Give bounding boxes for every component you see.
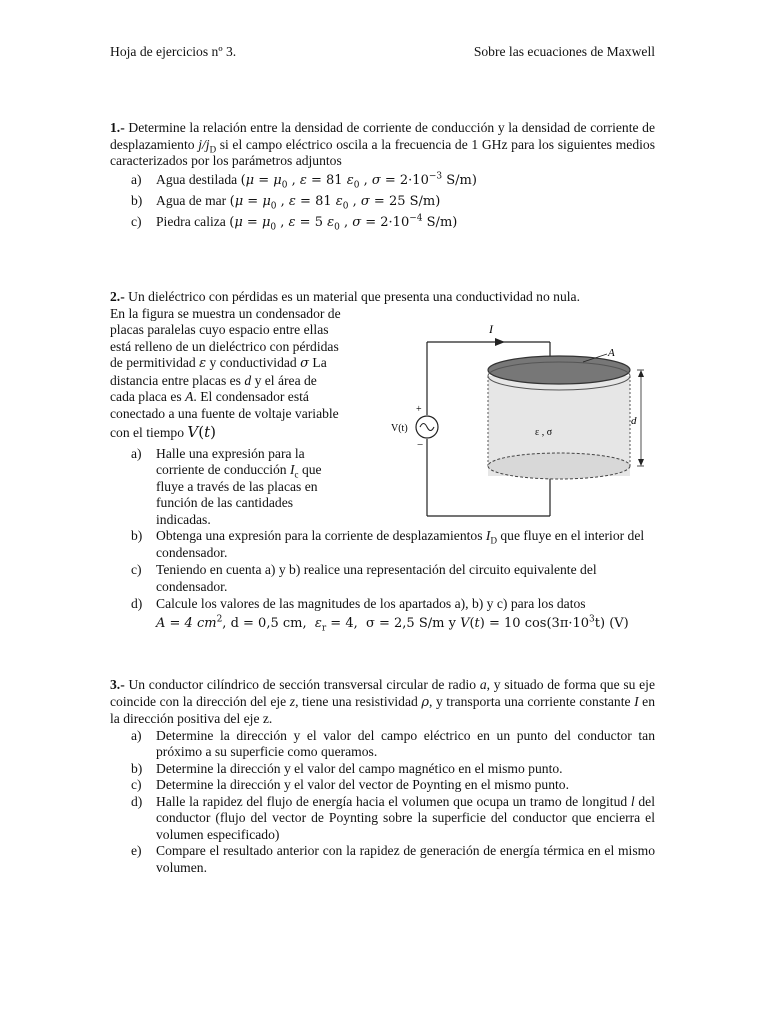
- exercise-3: [110, 677, 655, 876]
- distance-label: d: [631, 415, 637, 427]
- list-item: d) Calcule los valores de las magnitudes de los apartados a), b) y c) para los datos A = 4 $cm^2$, d = 0,5 cm, $\varepsilon_r = 4$, σ = 2,5 S/m y V(t) = 10 $\cos(3\pi\cdot 10^3t)$ (V): [131, 596, 629, 634]
- current-label: I: [489, 322, 493, 336]
- list-item: b) Determine la dirección y el valor del campo magnético en el mismo punto.: [131, 760, 563, 776]
- header-left: Hoja de ejercicios nº 3.: [110, 44, 237, 59]
- exercise-1-number: 1.-: [110, 120, 125, 135]
- exercise-3-intro: 3.- Un conductor cilíndrico de sección transversal circular de radio a, y situado de forma que su eje coincide con la dirección del eje z, tiene una resistividad ρ, y transporta una corriente constante I en la dirección positiva del eje z.: [110, 677, 656, 726]
- exercise-2-number: 2.-: [110, 289, 125, 304]
- plus-sign: +: [416, 404, 422, 415]
- minus-sign: −: [417, 439, 424, 451]
- list-item: e) Compare el resultado anterior con la rapidez de generación de energía térmica en el mismo volumen.: [131, 843, 655, 875]
- list-item: b) Obtenga una expresión para la corriente de desplazamientos $I_D$ que fluye en el interior del condensador.: [131, 528, 645, 560]
- list-item: a) Agua destilada ($\mu = \mu_0$ , ε = 81 $\varepsilon_0$ , $\sigma = 2\cdot 10^{-3}$ S/m): [131, 171, 477, 191]
- dielectric-label: ε , σ: [535, 427, 553, 438]
- bottom-plate: [488, 453, 630, 479]
- list-item: a) Determine la dirección y el valor del campo eléctrico en un punto del conductor tan próximo a su superficie como queramos.: [131, 727, 655, 759]
- list-item: a) Halle una expresión para la corriente de conducción $I_c$ que fluye a través de las placas en función de las cantidades indicadas.: [131, 445, 322, 527]
- voltage-label: V(t): [391, 423, 408, 434]
- exercise-3-number: 3.-: [110, 677, 125, 692]
- capacitor-figure: [385, 320, 657, 520]
- dim-arrow-down-icon: [638, 459, 644, 466]
- exercise-1-intro: 1.- Determine la relación entre la densidad de corriente de conducción y la densidad de corriente de desplazamiento $j/j_D$ si el campo eléctrico oscila a la frecuencia de 1 GHz para los siguientes medios caracterizados por los parámetros adjuntos: [110, 120, 655, 168]
- list-item: b) Agua de mar ($\mu = \mu_0$ , ε = 81 $\varepsilon_0$ , σ = 25 S/m): [131, 192, 441, 212]
- header-right: Sobre las ecuaciones de Maxwell: [473, 44, 655, 59]
- current-arrow-icon: [495, 338, 505, 346]
- exercise-2-intro: 2.- Un dieléctrico con pérdidas es un material que presenta una conductividad no nula.: [110, 289, 580, 304]
- exercise-2: 2.- Un dieléctrico con pérdidas es un material que presenta una conductividad no nula. En la figura se muestra un condensador de placas paralelas cuyo espacio entre ellas está relleno de un dieléctrico con pérdidas de permitividad ε y conductividad σ La distancia entre placas es d y el área de cada placa es A. El condensador está conectado a una fuente de voltaje variable con el tiempo V(t) a) Halle una expresión para la corriente de conducción $I_c$ que fluye a través de las placas en función de las cantidades indicadas. b) Obtenga una expresión para la corriente de desplazamientos $I_D$ que fluye en el interior del condensador. c) Teniendo en cuenta a) y b) realice una representación del circuito equivalente del condensador. d) Calcule los valores de las magnitudes de los apartados a), b) y c) para los datos A = 4 $cm^2$, d = 0,5 cm, $\varepsilon_r = 4$, σ = 2,5 S/m y V(t) = 10 $\cos(3\pi\cdot 10^3t)$ (V): [110, 289, 655, 632]
- dim-arrow-up-icon: [638, 370, 644, 377]
- top-plate: [488, 356, 630, 384]
- list-item: c) Determine la dirección y el valor del vector de Poynting en el mismo punto.: [131, 777, 569, 792]
- list-item: c) Teniendo en cuenta a) y b) realice una representación del circuito equivalente del condensador.: [131, 562, 597, 594]
- exercise-1: [110, 120, 655, 235]
- list-item: c) Piedra caliza ($\mu = \mu_0$ , ε = 5 $\varepsilon_0$ , $\sigma = 2\cdot 10^{-4}$ S/m): [131, 213, 458, 233]
- area-label: A: [608, 347, 615, 359]
- list-item: d) Halle la rapidez del flujo de energía hacia el volumen que ocupa un tramo de longitud l del conductor (flujo del vector de Poynting sobre la superficie del conductor que encierra el volumen especificado): [131, 793, 655, 842]
